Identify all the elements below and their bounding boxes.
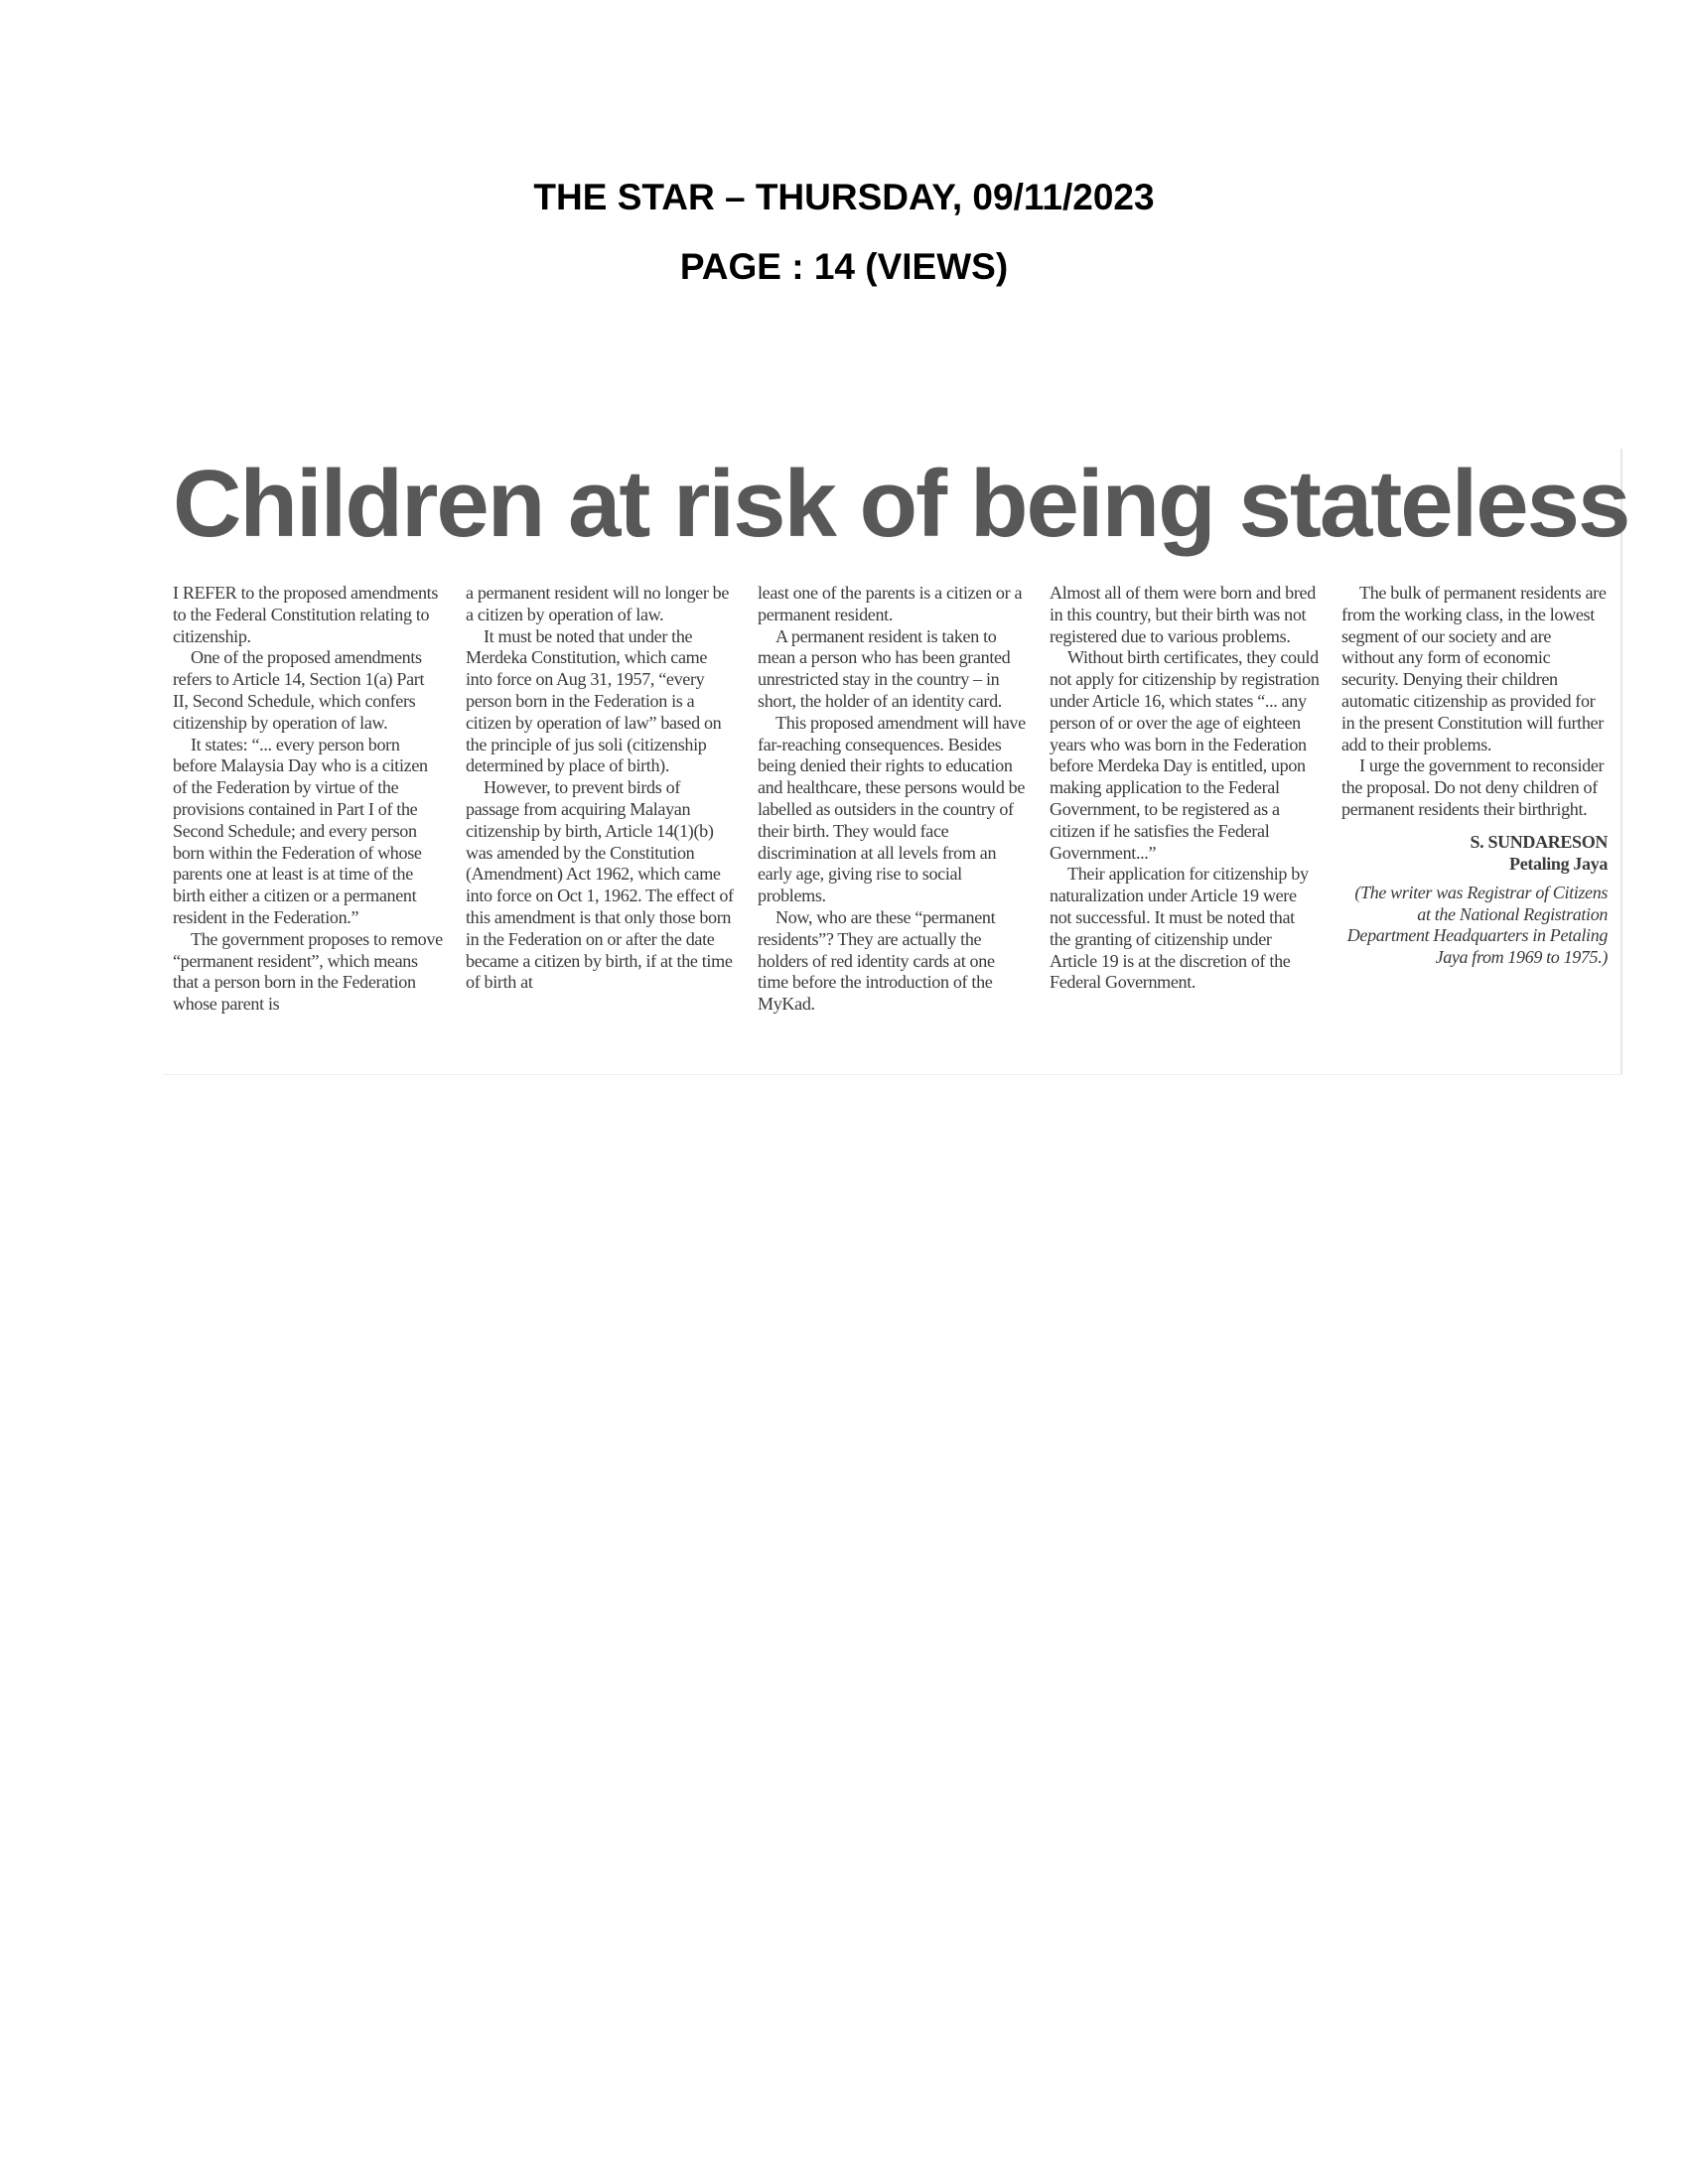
paragraph: Now, who are these “permanent residents”? They are actually the holders of red identity cards at one time before the introduction of the MyKad.	[758, 906, 996, 1015]
paragraph: least one of the parents is a citizen or a permanent resident.	[758, 583, 1023, 624]
paragraph: One of the proposed amendments refers to Article 14, Section 1(a) Part II, Second Schedule, which confers citizenship by operation of law.	[173, 647, 425, 733]
writer-note: (The writer was Registrar of Citizens at the National Registration Department Headquarters in Petaling Jaya from 1969 to 1975.)	[1346, 882, 1608, 968]
paragraph: Almost all of them were born and bred in this country, but their birth was not registered due to various problems.	[1050, 583, 1316, 646]
paragraph: It states: “... every person born before Malaysia Day who is a citizen of the Federation by virtue of the provisions contained in Part I of the Second Schedule; and every person born within the Federation of whose parents one at least is at time of the birth either a citizen or a permanent resident in the Federation.”	[173, 734, 428, 927]
paragraph: However, to prevent birds of passage from acquiring Malayan citizenship by birth, Article 14(1)(b) was amended by the Constitution (Amendment) Act 1962, which came into force on Oct 1, 1962. The effect of this amendment is that only those born in the Federation on or after the date became a citizen by birth, if at the time of birth at	[466, 777, 734, 993]
article-column-5	[1341, 583, 1608, 969]
newspaper-clipping	[163, 449, 1629, 1075]
paragraph: A permanent resident is taken to mean a person who has been granted unrestricted stay in the country – in short, the holder of an identity card.	[758, 625, 1011, 711]
page-header-date: THE STAR – THURSDAY, 09/11/2023	[533, 177, 1155, 217]
page-header-page: PAGE : 14 (VIEWS)	[679, 246, 1009, 287]
paragraph: Without birth certificates, they could not apply for citizenship by registration under Article 16, which states “... any person of or over the age of eighteen years who was born in the Federation before Merdeka Day is entitled, upon making application to the Federal Government, to be registered as a citizen if he satisfies the Federal Government...”	[1050, 647, 1320, 863]
author-signature	[1341, 831, 1608, 875]
article-column-2	[466, 583, 736, 994]
paragraph: The government proposes to remove “permanent resident”, which means that a person born in the Federation whose parent is	[173, 928, 443, 1015]
article-column-4	[1050, 583, 1320, 994]
author-name: S. SUNDARESON	[1470, 831, 1608, 852]
paragraph: The bulk of permanent residents are from the working class, in the lowest segment of our society and are without any form of economic security. Denying their children automatic citizenship as provided for in the present Constitution will further add to their problems.	[1341, 583, 1607, 754]
paragraph: I REFER to the proposed amendments to the Federal Constitution relating to citizenship.	[173, 583, 439, 646]
paragraph: This proposed amendment will have far-reaching consequences. Besides being denied their rights to education and healthcare, these persons would be labelled as outsiders in the country of their birth. They would face discrimination at all levels from an early age, giving rise to social problems.	[758, 712, 1026, 906]
article-headline: Children at risk of being stateless	[173, 451, 1629, 557]
author-location: Petaling Jaya	[1509, 853, 1608, 874]
article-column-1	[173, 583, 443, 1016]
paragraph: Their application for citizenship by naturalization under Article 19 were not successful. It must be noted that the granting of citizenship under Article 19 is at the discretion of the Federal Government.	[1050, 864, 1309, 993]
paragraph: I urge the government to reconsider the proposal. Do not deny children of permanent residents their birthright.	[1341, 755, 1605, 819]
paragraph: a permanent resident will no longer be a citizen by operation of law.	[466, 583, 730, 624]
article-column-3	[758, 583, 1028, 1016]
paragraph: It must be noted that under the Merdeka Constitution, which came into force on Aug 31, 1957, “every person born in the Federation is a citizen by operation of law” based on the principle of jus soli (citizenship determined by place of birth).	[466, 625, 722, 776]
